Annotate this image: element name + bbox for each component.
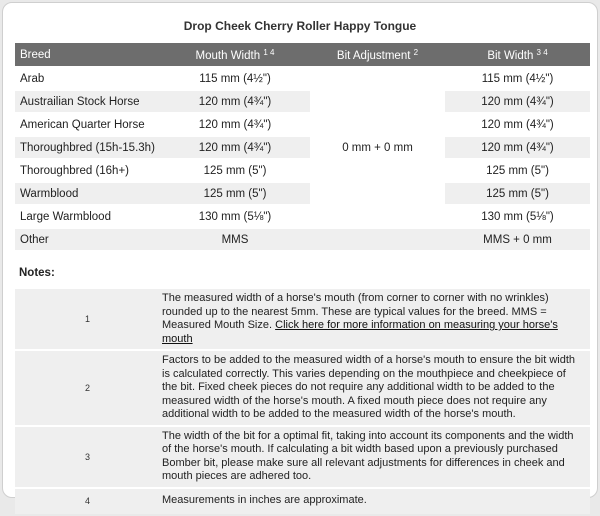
bit-width-cell: MMS + 0 mm [445, 229, 590, 250]
footnote-ref: 2 [413, 47, 419, 57]
table-row [15, 160, 590, 181]
table-row [15, 229, 590, 250]
table-row [15, 183, 590, 204]
table-row [15, 206, 590, 227]
note-text: Factors to be added to the measured width of a horse's mouth to ensure the bit width is calculated correctly. This varies depending on the mouthpiece and cheekpiece of the bit. Fixed cheek pieces do not require any additional width to be added to the measured width of the horse's mouth. A fixed mouth piece does not require any additional width to be added to the measured width of the horse's mouth. [160, 351, 590, 425]
note-text: Measurements in inches are approximate. [160, 489, 590, 514]
bit-width-cell: 120 mm (4¾") [445, 91, 590, 112]
note-text: The measured width of a horse's mouth (from corner to corner with no wrinkles) rounded up to the nearest 5mm. These are typical values for the breed. MMS = Measured Mouth Size. Click here for more information on measuring your horse's mouth [160, 289, 590, 349]
table-row [15, 68, 590, 89]
measuring-info-link[interactable]: Click here for more information on measuring your horse's mouth [162, 319, 558, 345]
breed-cell: Austrailian Stock Horse [15, 91, 160, 112]
breed-cell: Warmblood [15, 183, 160, 204]
bit-width-cell: 125 mm (5") [445, 183, 590, 204]
bit-width-cell: 120 mm (4¾") [445, 114, 590, 135]
size-table [15, 41, 590, 252]
header-bit-width: Bit Width $^{3 4}$ [445, 43, 590, 66]
bit-width-cell: 125 mm (5") [445, 160, 590, 181]
breed-cell: American Quarter Horse [15, 114, 160, 135]
table-row [15, 91, 590, 112]
bit-adjustment-cell [310, 229, 445, 250]
mouth-width-cell: 120 mm (4¾") [160, 91, 310, 112]
note-number: 1 [15, 289, 160, 349]
header-mouth-width: Mouth Width $^{1 4}$ [160, 43, 310, 66]
note-row [15, 427, 590, 487]
table-row [15, 137, 590, 158]
bit-width-cell: 130 mm (5⅛") [445, 206, 590, 227]
note-text: The width of the bit for a optimal fit, taking into account its components and the width of the horse's mouth. If calculating a bit width based upon a previously purchased Bomber bit, please make sure all relevant adjustments for differences in cheek and mouth pieces are adhered too. [160, 427, 590, 487]
mouth-width-cell: 120 mm (4¾") [160, 114, 310, 135]
breed-cell: Large Warmblood [15, 206, 160, 227]
breed-cell: Arab [15, 68, 160, 89]
mouth-width-cell: 125 mm (5") [160, 183, 310, 204]
notes-heading: Notes: [19, 267, 55, 279]
table-header-row [15, 43, 590, 66]
mouth-width-cell: MMS [160, 229, 310, 250]
size-guide-card [2, 2, 598, 507]
breed-cell: Other [15, 229, 160, 250]
note-row [15, 289, 590, 349]
page-title: Drop Cheek Cherry Roller Happy Tongue [183, 19, 417, 33]
table-row [15, 114, 590, 135]
mouth-width-cell: 115 mm (4½") [160, 68, 310, 89]
note-number: 2 [15, 351, 160, 425]
breed-cell: Thoroughbred (15h-15.3h) [15, 137, 160, 158]
header-breed: Breed [15, 43, 160, 66]
notes-table [15, 287, 590, 516]
note-number: 3 [15, 427, 160, 487]
bit-width-cell: 120 mm (4¾") [445, 137, 590, 158]
note-row [15, 489, 590, 514]
mouth-width-cell: 125 mm (5") [160, 160, 310, 181]
breed-cell: Thoroughbred (16h+) [15, 160, 160, 181]
mouth-width-cell: 120 mm (4¾") [160, 137, 310, 158]
header-bit-adjustment: Bit Adjustment $^2$ [310, 43, 445, 66]
mouth-width-cell: 130 mm (5⅛") [160, 206, 310, 227]
footnote-ref: 1 4 [263, 47, 275, 57]
bit-adjustment-cell: 0 mm + 0 mm [310, 68, 445, 227]
footnote-ref: 3 4 [536, 47, 548, 57]
note-row [15, 351, 590, 425]
note-number: 4 [15, 489, 160, 514]
bit-width-cell: 115 mm (4½") [445, 68, 590, 89]
